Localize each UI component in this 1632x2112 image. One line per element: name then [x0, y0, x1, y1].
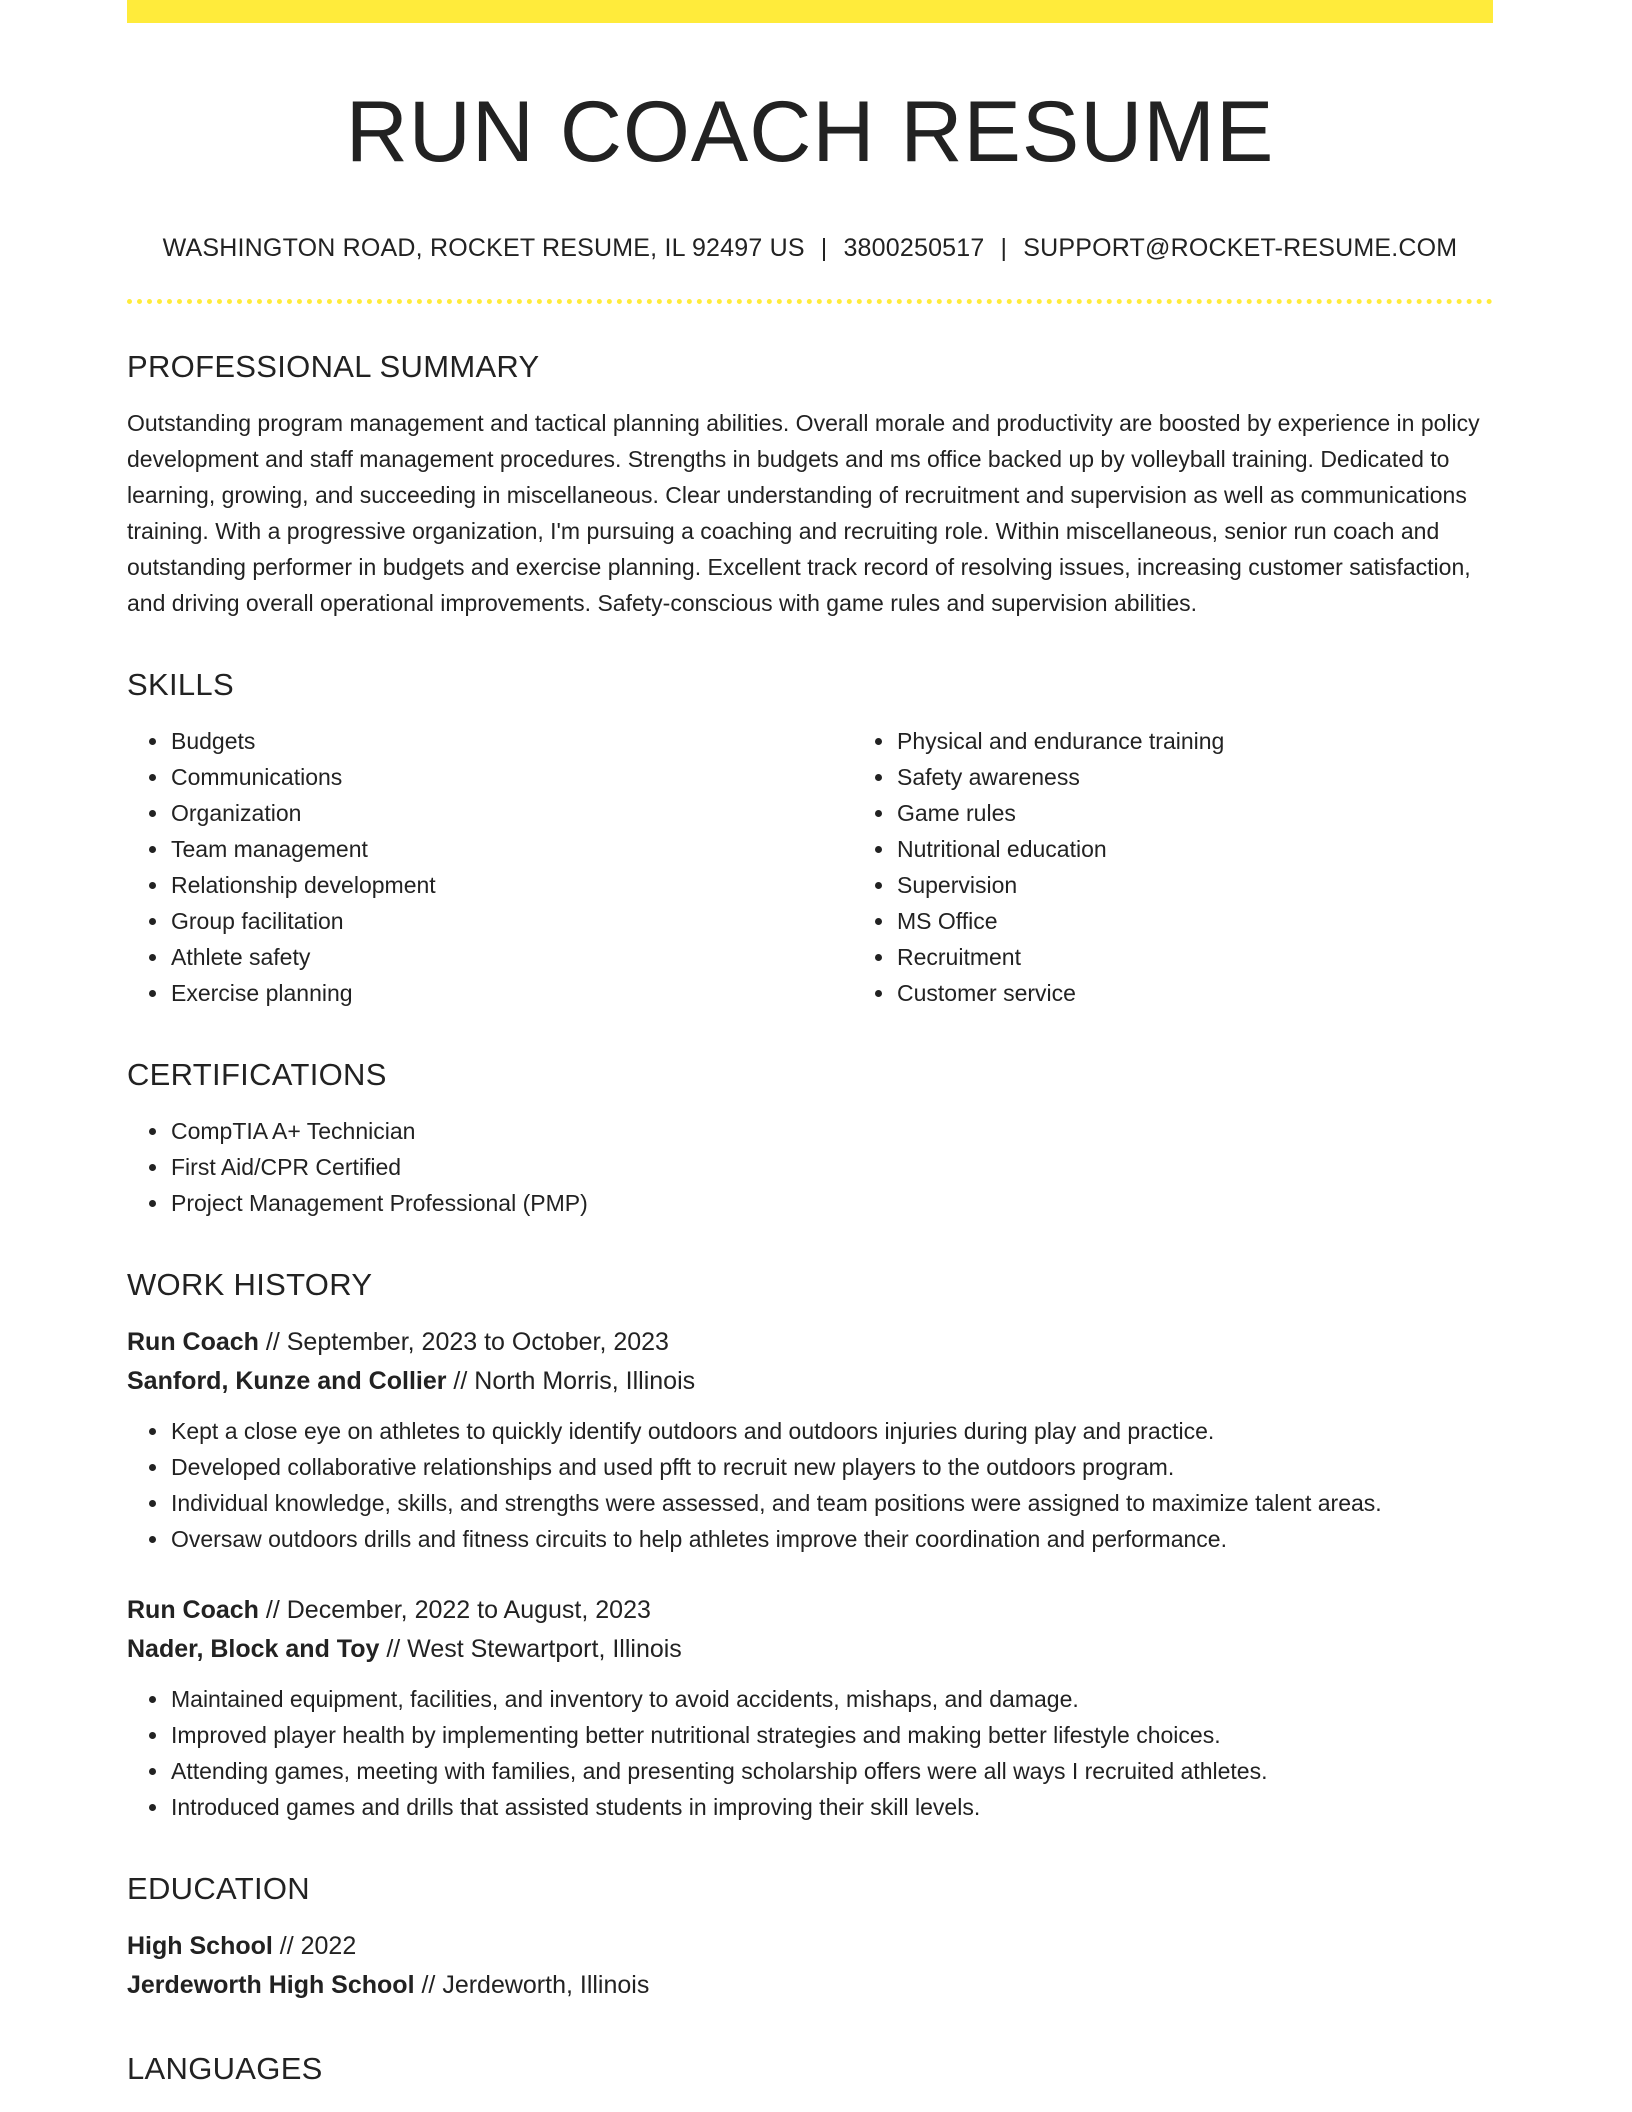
education-heading: EDUCATION	[127, 1870, 310, 1906]
certifications-list	[127, 1113, 1493, 1221]
certification-item: • Project Management Professional (PMP)	[170, 1185, 1493, 1221]
education-year: // 2022	[272, 1931, 357, 1960]
job-title: Run Coach	[127, 1327, 259, 1356]
skill-item: • Safety awareness	[896, 759, 1579, 795]
job-duty: • Improved player health by implementing better nutritional strategies and making better lifestyle choices.	[170, 1717, 1493, 1753]
resume-page	[127, 0, 1493, 2107]
job-dates: // December, 2022 to August, 2023	[258, 1595, 651, 1624]
certifications-heading: CERTIFICATIONS	[127, 1056, 387, 1092]
job-duty: • Introduced games and drills that assisted students in improving their skill levels.	[170, 1789, 1493, 1825]
job-duty: • Oversaw outdoors drills and fitness circuits to help athletes improve their coordination and performance.	[170, 1521, 1493, 1557]
skill-item: • Nutritional education	[896, 831, 1579, 867]
contact-address: WASHINGTON ROAD, ROCKET RESUME, IL 92497 US	[162, 233, 805, 262]
job-duty: • Kept a close eye on athletes to quickly identify outdoors and outdoors injuries during play and practice.	[170, 1413, 1493, 1449]
job-company: Sanford, Kunze and Collier	[127, 1366, 447, 1395]
skill-item: • Recruitment	[896, 939, 1579, 975]
job-duty: • Maintained equipment, facilities, and inventory to avoid accidents, mishaps, and damage.	[170, 1681, 1493, 1717]
skills-list-right	[853, 723, 1579, 1011]
contact-separator: |	[820, 233, 828, 262]
skill-item: • Game rules	[896, 795, 1579, 831]
education-school-line	[127, 1966, 1493, 2005]
skill-item: • Group facilitation	[170, 903, 853, 939]
skill-item: • Exercise planning	[170, 975, 853, 1011]
job-entry	[127, 1323, 1493, 1557]
certification-item: • First Aid/CPR Certified	[170, 1149, 1493, 1185]
job-title: Run Coach	[127, 1595, 259, 1624]
resume-title: RUN COACH RESUME	[345, 84, 1275, 180]
skill-item: • Team management	[170, 831, 853, 867]
summary-text: Outstanding program management and tactical planning abilities. Overall morale and productivity are boosted by experience in policy development and staff management procedures. Strengths in budgets and ms office backed up by volleyball training. Dedicated to learning, growing, and succeeding in miscellaneous. Clear understanding of recruitment and supervision as well as communications training. With a progressive organization, I'm pursuing a coaching and recruiting role. Within miscellaneous, senior run coach and outstanding performer in budgets and exercise planning. Excellent track record of resolving issues, increasing customer satisfaction, and driving overall operational improvements. Safety-conscious with game rules and supervision abilities.	[127, 409, 1480, 616]
skill-item: • Physical and endurance training	[896, 723, 1579, 759]
certification-item: • CompTIA A+ Technician	[170, 1113, 1493, 1149]
languages-heading: LANGUAGES	[127, 2050, 323, 2086]
education-school: Jerdeworth High School	[127, 1970, 415, 1999]
skills-heading: SKILLS	[127, 666, 234, 702]
skills-list-left	[127, 723, 853, 1011]
job-duties-list	[127, 1413, 1493, 1557]
job-duties-list	[127, 1681, 1493, 1825]
top-accent-bar	[127, 0, 1493, 23]
job-duty: • Attending games, meeting with families, and presenting scholarship offers were all ways I recruited athletes.	[170, 1753, 1493, 1789]
skill-item: • Athlete safety	[170, 939, 853, 975]
skill-item: • Customer service	[896, 975, 1579, 1011]
job-entry	[127, 1591, 1493, 1825]
skill-item: • Organization	[170, 795, 853, 831]
job-company: Nader, Block and Toy	[127, 1634, 380, 1663]
contact-line	[127, 234, 1493, 263]
skill-item: • Budgets	[170, 723, 853, 759]
dotted-divider	[127, 299, 1493, 304]
summary-heading: PROFESSIONAL SUMMARY	[127, 348, 540, 384]
job-location: // West Stewartport, Illinois	[379, 1634, 682, 1663]
skill-item: • Communications	[170, 759, 853, 795]
education-location: // Jerdeworth, Illinois	[414, 1970, 650, 1999]
job-dates: // September, 2023 to October, 2023	[258, 1327, 669, 1356]
job-company-line	[127, 1630, 1493, 1669]
contact-email: SUPPORT@ROCKET-RESUME.COM	[1023, 233, 1458, 262]
job-duty: • Individual knowledge, skills, and strengths were assessed, and team positions were assigned to maximize talent areas.	[170, 1485, 1493, 1521]
skills-columns	[127, 723, 1493, 1011]
skill-item: • Relationship development	[170, 867, 853, 903]
skill-item: • MS Office	[896, 903, 1579, 939]
job-title-line	[127, 1591, 1493, 1630]
job-company-line	[127, 1362, 1493, 1401]
contact-phone: 3800250517	[843, 233, 985, 262]
education-degree: High School	[127, 1931, 273, 1960]
contact-separator: |	[1000, 233, 1008, 262]
work-history-heading: WORK HISTORY	[127, 1266, 373, 1302]
job-title-line	[127, 1323, 1493, 1362]
skill-item: • Supervision	[896, 867, 1579, 903]
education-degree-line	[127, 1927, 1493, 1966]
job-location: // North Morris, Illinois	[446, 1366, 696, 1395]
job-duty: • Developed collaborative relationships and used pfft to recruit new players to the outdoors program.	[170, 1449, 1493, 1485]
